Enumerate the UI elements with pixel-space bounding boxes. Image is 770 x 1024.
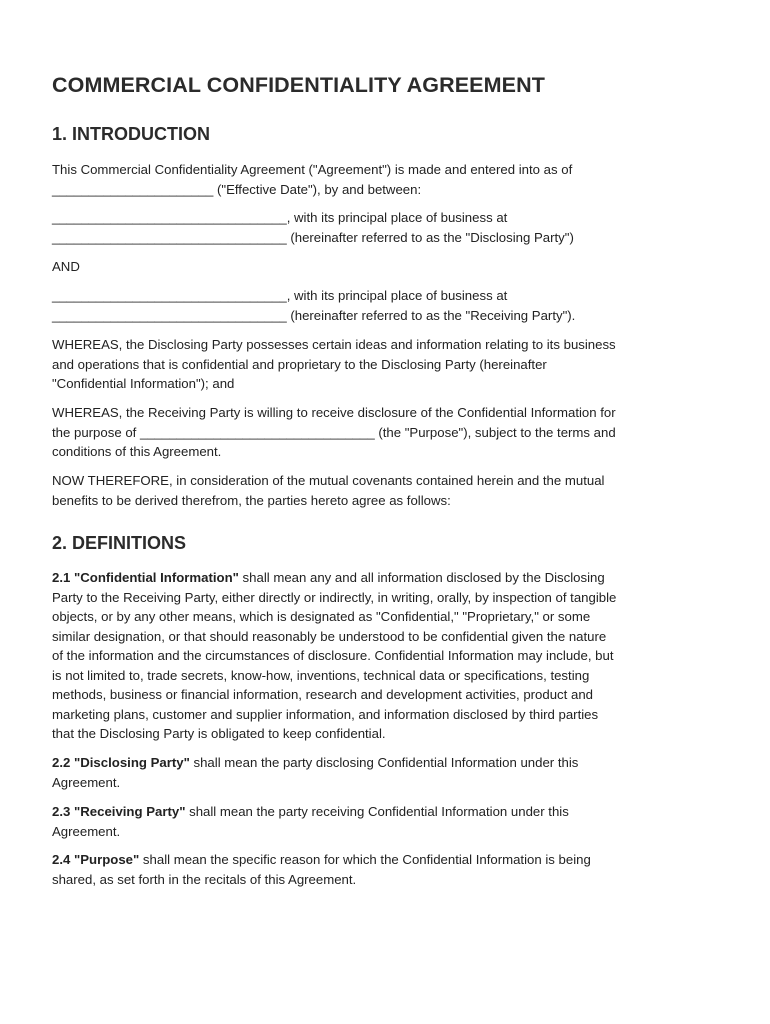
definition-receiving-party <box>52 802 724 841</box>
definition-term: 2.2 "Disclosing Party" <box>52 755 190 770</box>
text-line: objects, or by any other means, which is designated as "Confidential," "Proprietary," or some <box>52 609 591 624</box>
definition-term: 2.1 "Confidential Information" <box>52 570 239 585</box>
text-line: of the information and the circumstances of disclosure. Confidential Information may include, but <box>52 648 614 663</box>
intro-paragraph-whereas-2 <box>52 403 724 462</box>
text-line: conditions of this Agreement. <box>52 444 222 459</box>
intro-paragraph-whereas-1 <box>52 335 724 394</box>
text-line: and operations that is confidential and proprietary to the Disclosing Party (hereinafter <box>52 356 547 372</box>
text-line: NOW THEREFORE, in consideration of the mutual covenants contained herein and the mutual <box>52 473 605 488</box>
text-line: is not limited to, trade secrets, know-how, inventions, technical data or specifications, testing <box>52 667 590 683</box>
text-line: ________________________________, with its principal place of business at <box>52 288 508 303</box>
text-line <box>52 802 724 822</box>
text-line <box>52 753 724 773</box>
text-line: AND <box>52 259 80 274</box>
text-line: similar designation, or that should reasonably be understood to be confidential given the nature <box>52 628 607 644</box>
text-line: shared, as set forth in the recitals of this Agreement. <box>52 871 357 887</box>
text-line: Agreement. <box>52 774 121 790</box>
definition-text: shall mean any and all information disclosed by the Disclosing <box>238 570 605 585</box>
text-line: the purpose of ________________________________ (the "Purpose"), subject to the terms and <box>52 424 616 440</box>
definition-text: shall mean the party disclosing Confidential Information under this <box>189 755 579 770</box>
intro-paragraph-effective-date <box>52 160 724 199</box>
text-line <box>52 568 724 588</box>
intro-and-separator <box>52 257 724 277</box>
text-line: ________________________________ (hereinafter referred to as the "Disclosing Party") <box>52 229 574 245</box>
text-line: methods, business or financial information, research and development activities, product and <box>52 687 593 702</box>
text-line: that the Disclosing Party is obligated to keep confidential. <box>52 726 386 741</box>
text-line: WHEREAS, the Receiving Party is willing to receive disclosure of the Confidential Information for <box>52 405 616 420</box>
section-heading-introduction: 1. INTRODUCTION <box>52 124 211 144</box>
text-line: benefits to be derived therefrom, the parties hereto agree as follows: <box>52 492 451 508</box>
definition-text: shall mean the specific reason for which the Confidential Information is being <box>139 852 591 867</box>
intro-paragraph-receiving-party <box>52 286 724 325</box>
text-line: Party to the Receiving Party, either directly or indirectly, in writing, orally, by inspection of tangible <box>52 589 617 605</box>
text-line <box>52 850 724 870</box>
definition-term: 2.4 "Purpose" <box>52 852 140 867</box>
definition-disclosing-party <box>52 753 724 792</box>
intro-paragraph-now-therefore <box>52 471 724 510</box>
definition-term: 2.3 "Receiving Party" <box>52 804 186 819</box>
intro-paragraph-disclosing-party <box>52 208 724 247</box>
text-line: marketing plans, customer and supplier information, and information disclosed by third parties <box>52 706 599 722</box>
definition-text: shall mean the party receiving Confidential Information under this <box>185 804 569 819</box>
definition-purpose <box>52 850 724 889</box>
section-heading-definitions: 2. DEFINITIONS <box>52 533 187 553</box>
document-title: COMMERCIAL CONFIDENTIALITY AGREEMENT <box>52 73 545 97</box>
text-line: ________________________________, with its principal place of business at <box>52 210 508 225</box>
text-line: This Commercial Confidentiality Agreement ("Agreement") is made and entered into as of <box>52 162 573 177</box>
text-line: ________________________________ (hereinafter referred to as the "Receiving Party"). <box>52 307 576 323</box>
text-line: "Confidential Information"); and <box>52 376 235 391</box>
definition-confidential-information <box>52 568 724 744</box>
text-line: WHEREAS, the Disclosing Party possesses certain ideas and information relating to its business <box>52 337 616 352</box>
text-line: ______________________ ("Effective Date"), by and between: <box>52 181 422 197</box>
text-line: Agreement. <box>52 823 121 839</box>
